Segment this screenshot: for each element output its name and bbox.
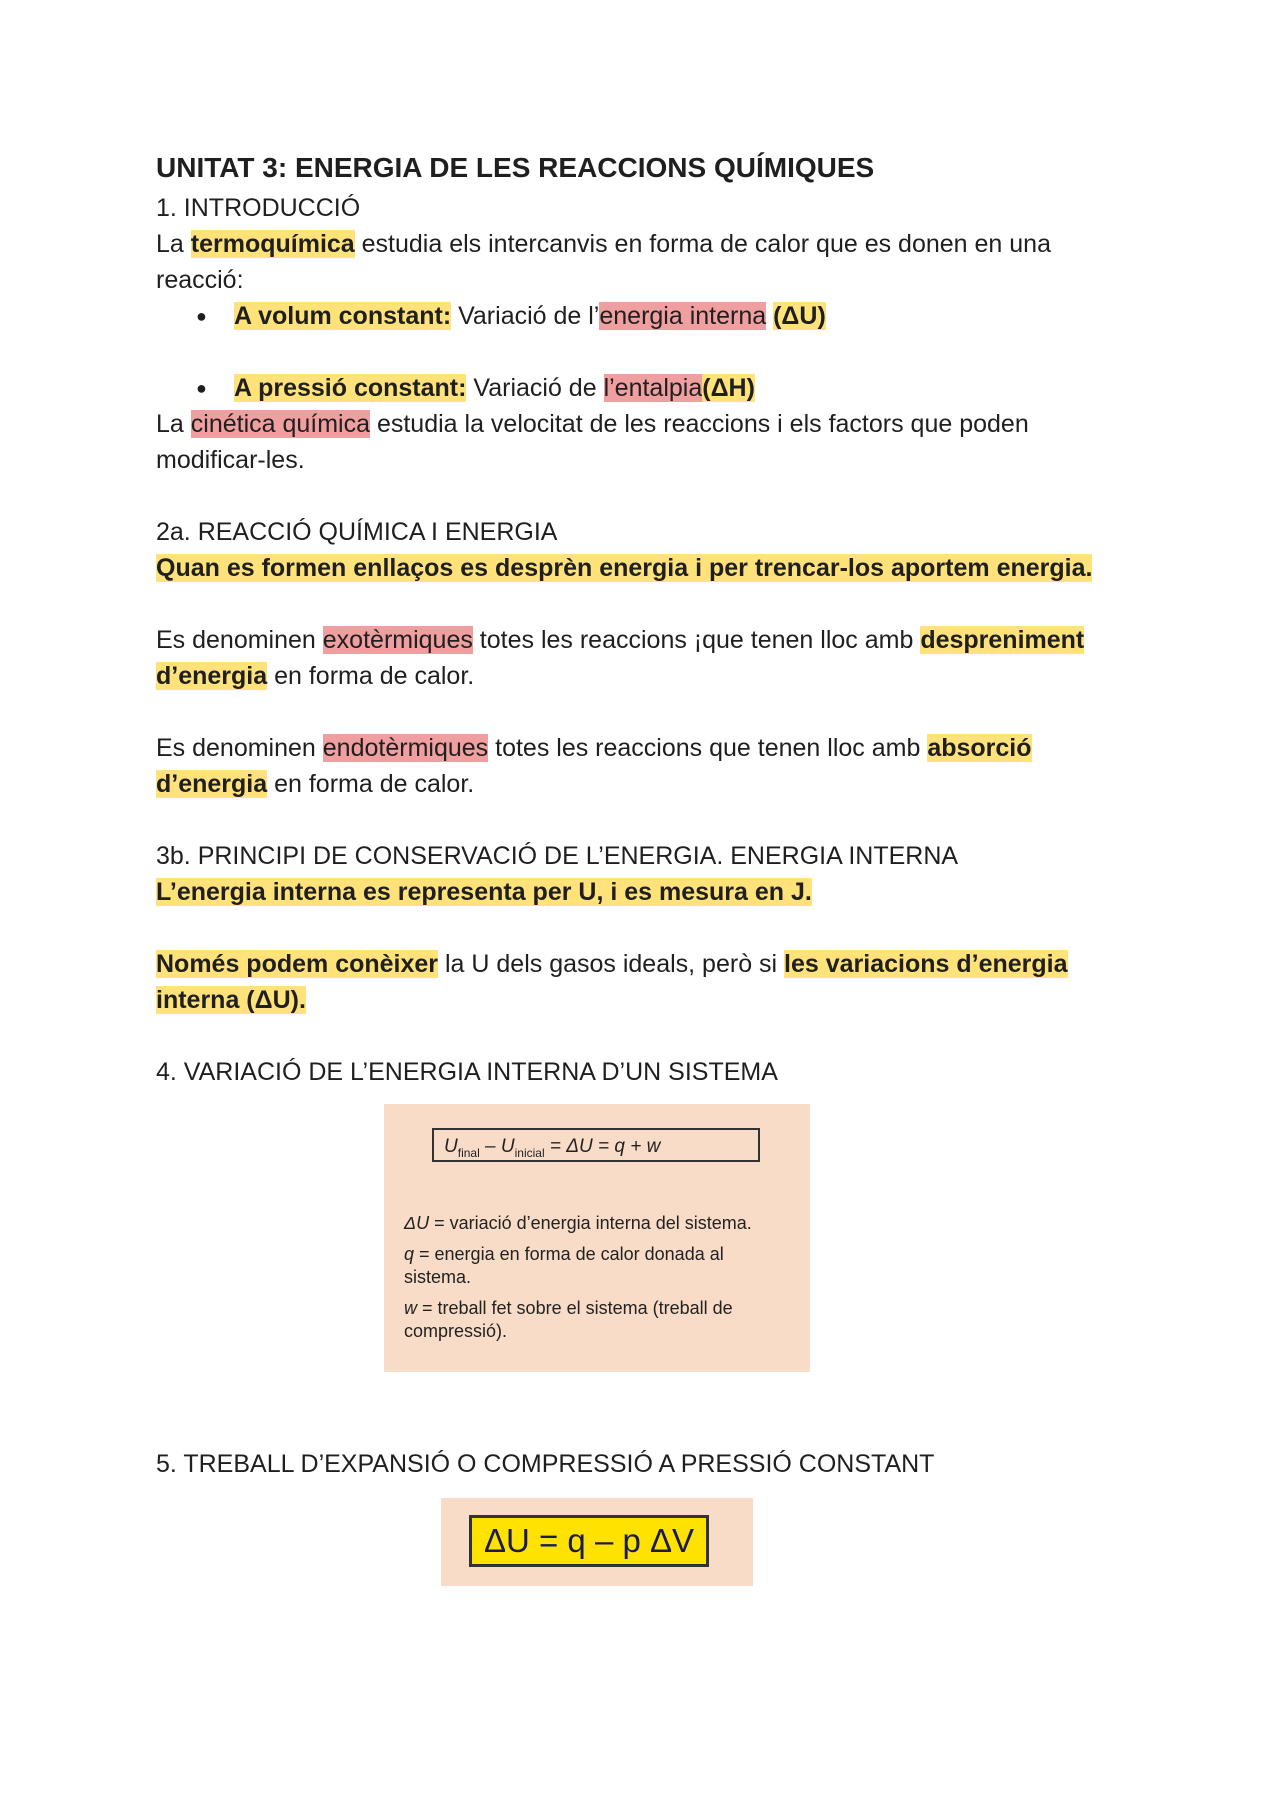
bullet-label: A pressió constant: [234, 374, 467, 402]
exotermiques-line1 [156, 622, 1084, 658]
text: estudia els intercanvis en forma de calor que es donen en una [354, 230, 1051, 258]
symbol-delta-h: (ΔH) [702, 374, 755, 402]
internal-energy-figure [384, 1104, 810, 1372]
key-statement-text: Quan es formen enllaços es desprèn energia i per trencar-los aportem energia. [156, 554, 1093, 582]
text: La [156, 230, 191, 258]
text: en forma de calor. [267, 662, 475, 690]
term-cinetica-quimica: cinética química [190, 410, 371, 438]
definition-w [404, 1297, 794, 1343]
cinetica-paragraph-line1 [156, 406, 1029, 442]
text: Variació de l’ [451, 302, 600, 330]
equation-definitions [404, 1212, 794, 1351]
bullet-pressio-constant [156, 370, 1156, 406]
text: totes les reaccions ¡que tenen lloc amb [472, 626, 921, 654]
exotermiques-line2 [156, 658, 474, 694]
text: = treball fet sobre el sistema (treball de compressió). [404, 1298, 733, 1341]
term-termoquimica: termoquímica [190, 230, 355, 258]
section-5-heading: 5. TREBALL D’EXPANSIÓ O COMPRESSIÓ A PRESSIÓ CONSTANT [156, 1450, 935, 1478]
text: Es denominen [156, 734, 323, 762]
text: totes les reaccions que tenen lloc amb [488, 734, 928, 762]
text: Es denominen [156, 626, 323, 654]
intro-paragraph-line1 [156, 226, 1051, 262]
term-exotermiques: exotèrmiques [322, 626, 473, 654]
section-4-heading: 4. VARIACIÓ DE L’ENERGIA INTERNA D’UN SISTEMA [156, 1058, 778, 1086]
text: U [444, 1136, 458, 1157]
document-title: UNITAT 3: ENERGIA DE LES REACCIONS QUÍMIQUES [156, 152, 875, 183]
section-1-heading: 1. INTRODUCCIÓ [156, 194, 361, 222]
gasos-ideals-line2 [156, 982, 306, 1018]
text: inicial [514, 1145, 545, 1160]
text: w [404, 1298, 417, 1318]
text: en forma de calor. [267, 770, 475, 798]
endotermiques-line2 [156, 766, 474, 802]
text: estudia la velocitat de les reaccions i els factors que poden [370, 410, 1029, 438]
section-3b-key-statement [156, 874, 812, 910]
definition-q [404, 1243, 794, 1289]
highlight-text: interna (ΔU). [156, 986, 306, 1014]
bullet-label: A volum constant: [234, 302, 452, 330]
text: – [479, 1136, 501, 1157]
definition-delta-u [404, 1212, 794, 1235]
text: la U dels gasos ideals, però si [438, 950, 785, 978]
text: q [404, 1244, 415, 1264]
section-3b-heading: 3b. PRINCIPI DE CONSERVACIÓ DE L’ENERGIA. ENERGIA INTERNA [156, 842, 959, 870]
term-despreniment: despreniment [920, 626, 1085, 654]
cinetica-paragraph-line2: modificar-les. [156, 446, 305, 474]
key-statement-text: L’energia interna es representa per U, i es mesura en J. [156, 878, 812, 906]
term-energia: d’energia [156, 770, 268, 798]
expansion-work-figure [441, 1498, 753, 1586]
text: = variació d’energia interna del sistema. [429, 1213, 752, 1233]
highlight-text: les variacions d’energia [784, 950, 1068, 978]
highlight-text: Només podem conèixer [156, 950, 439, 978]
text: = energia en forma de calor donada al sistema. [404, 1244, 724, 1287]
term-endotermiques: endotèrmiques [322, 734, 489, 762]
first-law-equation [432, 1128, 760, 1162]
term-energia-interna: energia interna [599, 302, 767, 330]
text: = ΔU = q + w [544, 1136, 661, 1157]
text: U [500, 1136, 515, 1157]
expansion-work-equation: ΔU = q – p ΔV [469, 1515, 709, 1567]
section-2a-heading: 2a. REACCIÓ QUÍMICA I ENERGIA [156, 518, 558, 546]
bullet-volum-constant [156, 298, 1156, 334]
term-absorcio: absorció [927, 734, 1032, 762]
endotermiques-line1 [156, 730, 1032, 766]
text: Variació de [466, 374, 604, 402]
term-entalpia: l’entalpia [603, 374, 703, 402]
text: final [457, 1145, 480, 1160]
gasos-ideals-line1 [156, 946, 1068, 982]
section-2a-key-statement [156, 550, 1092, 586]
text: ΔU [404, 1213, 430, 1233]
intro-paragraph-line2: reacció: [156, 266, 244, 294]
term-energia: d’energia [156, 662, 268, 690]
symbol-delta-u: (ΔU) [773, 302, 826, 330]
text: La [156, 410, 191, 438]
